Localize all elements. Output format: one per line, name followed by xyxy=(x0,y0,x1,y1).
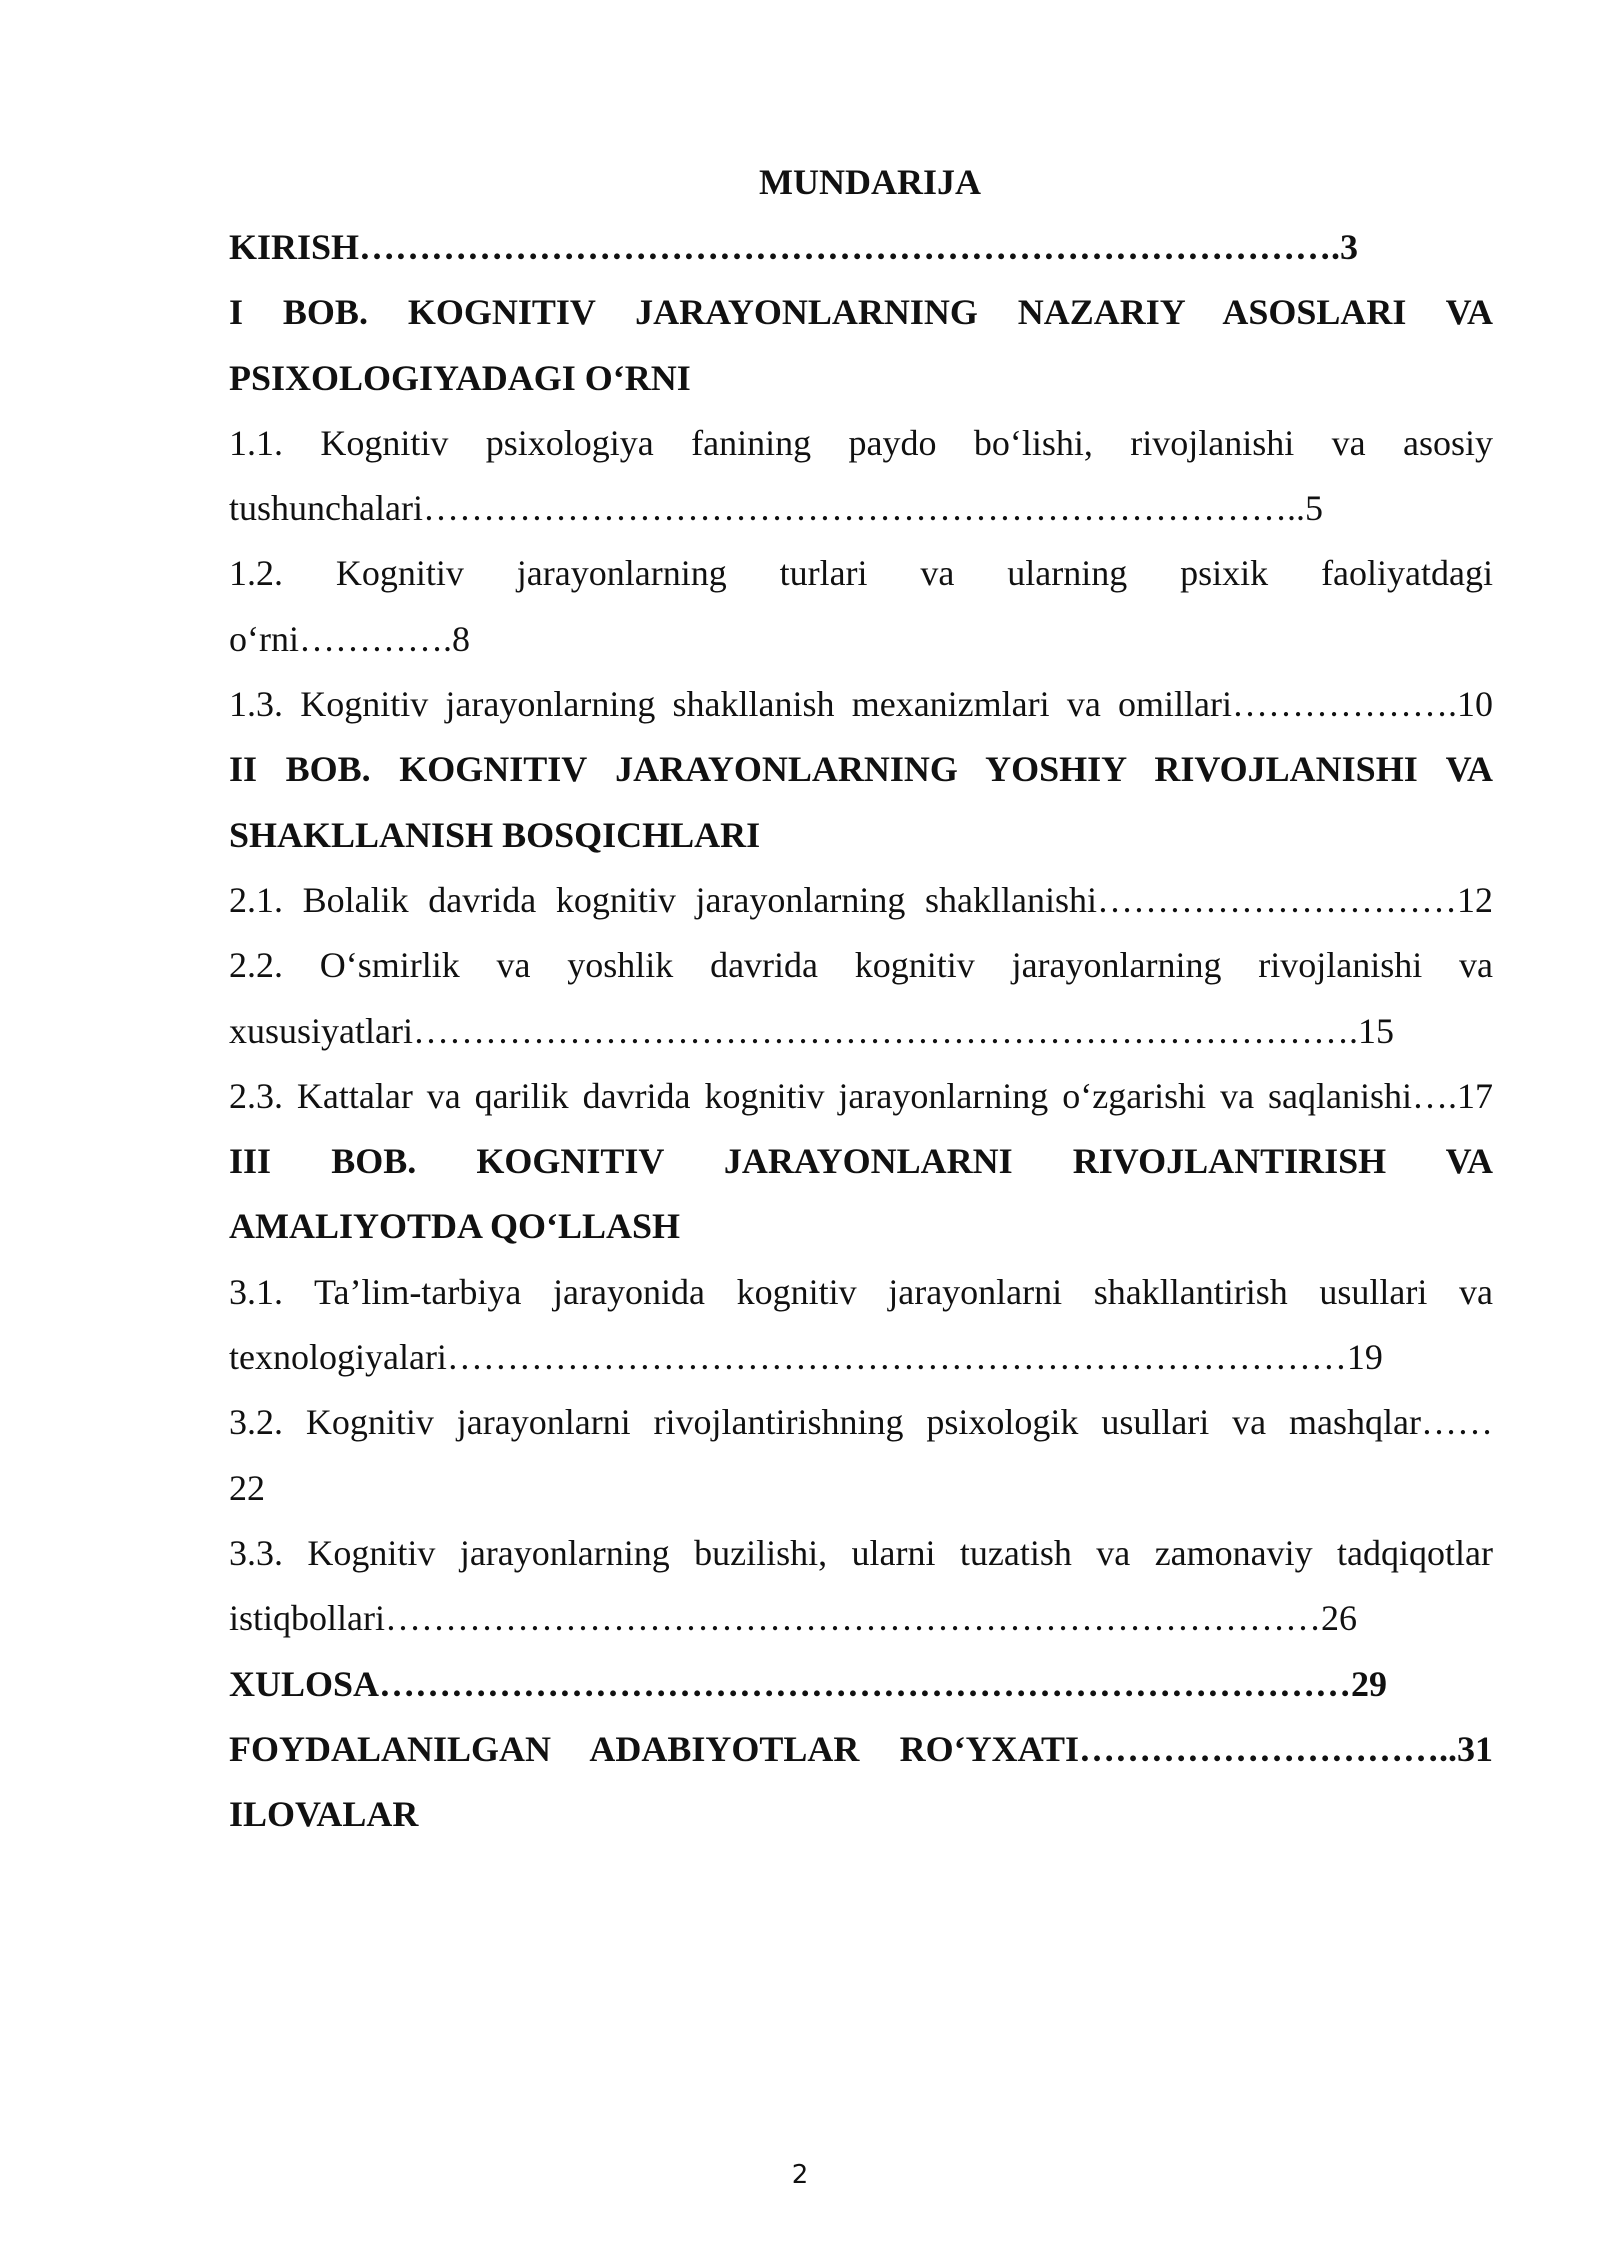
page-number: 2 xyxy=(791,2160,809,2190)
toc-entry-2-1: 2.1. Bolalik davrida kognitiv jarayonlarning shakllanishi…………………………12 xyxy=(229,879,1493,920)
page-title: MUNDARIJA xyxy=(759,162,981,202)
toc-entry-3-2-line-1: 3.2. Kognitiv jarayonlarni rivojlantirishning psixologik usullari va mashqlar…… xyxy=(229,1402,1493,1443)
toc-entry-1-3: 1.3. Kognitiv jarayonlarning shakllanish mexanizmlari va omillari……………….10 xyxy=(229,684,1493,725)
toc-chapter-1-heading-line-2: PSIXOLOGIYADAGI O‘RNI xyxy=(229,357,691,398)
toc-entry-3-1-line-2: texnologiyalari…………………………………………………………………19 xyxy=(229,1337,1383,1378)
toc-entry-3-2-line-2: 22 xyxy=(229,1467,265,1508)
toc-entry-adabiyotlar: FOYDALANILGAN ADABIYOTLAR RO‘YXATI…………………………..31 xyxy=(229,1728,1493,1769)
toc-entry-ilovalar: ILOVALAR xyxy=(229,1794,419,1835)
toc-entry-3-3-line-2: istiqbollari……………………………………………………………………26 xyxy=(229,1598,1357,1639)
toc-entry-2-2-line-2: xususiyatlari…………………………………………………………………….15 xyxy=(229,1010,1394,1051)
toc-chapter-1-heading-line-1: I BOB. KOGNITIV JARAYONLARNING NAZARIY ASOSLARI VA xyxy=(229,292,1493,333)
toc-entry-1-2-line-1: 1.2. Kognitiv jarayonlarning turlari va ularning psixik faoliyatdagi xyxy=(229,553,1493,594)
toc-entry-3-1-line-1: 3.1. Ta’lim-tarbiya jarayonida kognitiv jarayonlarni shakllantirish usullari va xyxy=(229,1271,1493,1312)
toc-entry-3-3-line-1: 3.3. Kognitiv jarayonlarning buzilishi, ularni tuzatish va zamonaviy tadqiqotlar xyxy=(229,1532,1493,1573)
toc-entry-xulosa: XULOSA………………………………………………………………………29 xyxy=(229,1663,1388,1704)
toc-entry-2-3: 2.3. Kattalar va qarilik davrida kognitiv jarayonlarning o‘zgarishi va saqlanishi….17 xyxy=(229,1075,1493,1116)
table-of-contents xyxy=(229,150,1493,1847)
toc-chapter-2-heading-line-1: II BOB. KOGNITIV JARAYONLARNING YOSHIY RIVOJLANISHI VA xyxy=(229,749,1493,790)
toc-entry-2-2-line-1: 2.2. O‘smirlik va yoshlik davrida kognitiv jarayonlarning rivojlanishi va xyxy=(229,945,1493,986)
toc-entry-1-1-line-2: tushunchalari………………………………………………………………..5 xyxy=(229,488,1323,529)
toc-entry-1-1-line-1: 1.1. Kognitiv psixologiya fanining paydo bo‘lishi, rivojlanishi va asosiy xyxy=(229,422,1493,463)
toc-chapter-2-heading-line-2: SHAKLLANISH BOSQICHLARI xyxy=(229,814,761,855)
toc-chapter-3-heading-line-2: AMALIYOTDA QO‘LLASH xyxy=(229,1206,681,1247)
toc-entry-1-2-line-2: o‘rni………….8 xyxy=(229,618,470,659)
toc-entry-kirish: KIRISH……………………………………………………………………….3 xyxy=(229,227,1359,267)
toc-chapter-3-heading-line-1: III BOB. KOGNITIV JARAYONLARNI RIVOJLANTIRISH VA xyxy=(229,1141,1493,1182)
